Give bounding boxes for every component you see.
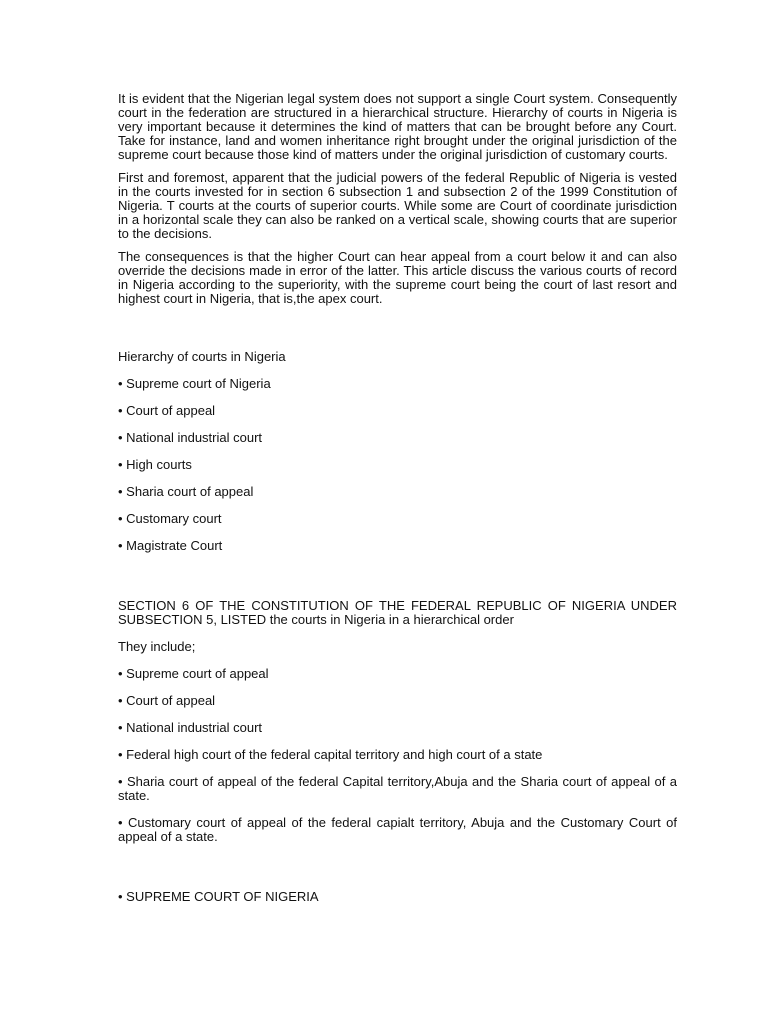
section6-item-federal-high-court: • Federal high court of the federal capital territory and high court of a state: [118, 747, 543, 762]
section6-heading: SECTION 6 OF THE CONSTITUTION OF THE FEDERAL REPUBLIC OF NIGERIA UNDER SUBSECTION 5, LISTED the courts in Nigeria in a hierarchical order: [118, 598, 677, 627]
section6-item-national-industrial-court: • National industrial court: [118, 720, 263, 735]
intro-paragraph-1: It is evident that the Nigerian legal system does not support a single Court system. Consequently court in the federation are structured in a hierarchical structure. Hierarchy of courts in Nigeria is very important because it determines the kind of matters that can be brought before any Court. Take for instance, land and women inheritance right brought under the original jurisdiction of the supreme court because those kind of matters under the original jurisdiction of customary courts.: [118, 91, 677, 162]
section6-intro: They include;: [118, 639, 196, 654]
intro-paragraph-2: First and foremost, apparent that the judicial powers of the federal Republic of Nigeria is vested in the courts invested for in section 6 subsection 1 and subsection 2 of the 1999 Constitution of Nigeria. T courts at the courts of superior courts. While some are Court of coordinate jurisdiction in a horizontal scale they can also be ranked on a vertical scale, showing courts that are superior to the decisions.: [118, 170, 677, 241]
spacer: [118, 857, 677, 890]
hierarchy-item-national-industrial-court: • National industrial court: [118, 430, 263, 445]
section6-item-customary-court: • Customary court of appeal of the federal capialt territory, Abuja and the Customary Court of appeal of a state.: [118, 815, 677, 844]
spacer: [118, 566, 677, 599]
document-page: [118, 92, 677, 917]
hierarchy-item-magistrate-court: • Magistrate Court: [118, 538, 223, 553]
hierarchy-item-court-of-appeal: • Court of appeal: [118, 403, 216, 418]
final-heading: • SUPREME COURT OF NIGERIA: [118, 889, 319, 904]
hierarchy-item-high-courts: • High courts: [118, 457, 192, 472]
spacer: [118, 315, 677, 350]
hierarchy-heading: Hierarchy of courts in Nigeria: [118, 349, 286, 364]
hierarchy-item-customary-court: • Customary court: [118, 511, 222, 526]
hierarchy-item-sharia-court: • Sharia court of appeal: [118, 484, 254, 499]
section6-item-court-of-appeal: • Court of appeal: [118, 693, 216, 708]
hierarchy-item-supreme-court: • Supreme court of Nigeria: [118, 376, 271, 391]
section6-item-sharia-court: • Sharia court of appeal of the federal Capital territory,Abuja and the Sharia court of appeal of a state.: [118, 774, 677, 803]
intro-paragraph-3: The consequences is that the higher Court can hear appeal from a court below it and can also override the decisions made in error of the latter. This article discuss the various courts of record in Nigeria according to the superiority, with the supreme court being the court of last resort and highest court in Nigeria, that is,the apex court.: [118, 249, 677, 306]
section6-item-supreme-court-of-appeal: • Supreme court of appeal: [118, 666, 269, 681]
